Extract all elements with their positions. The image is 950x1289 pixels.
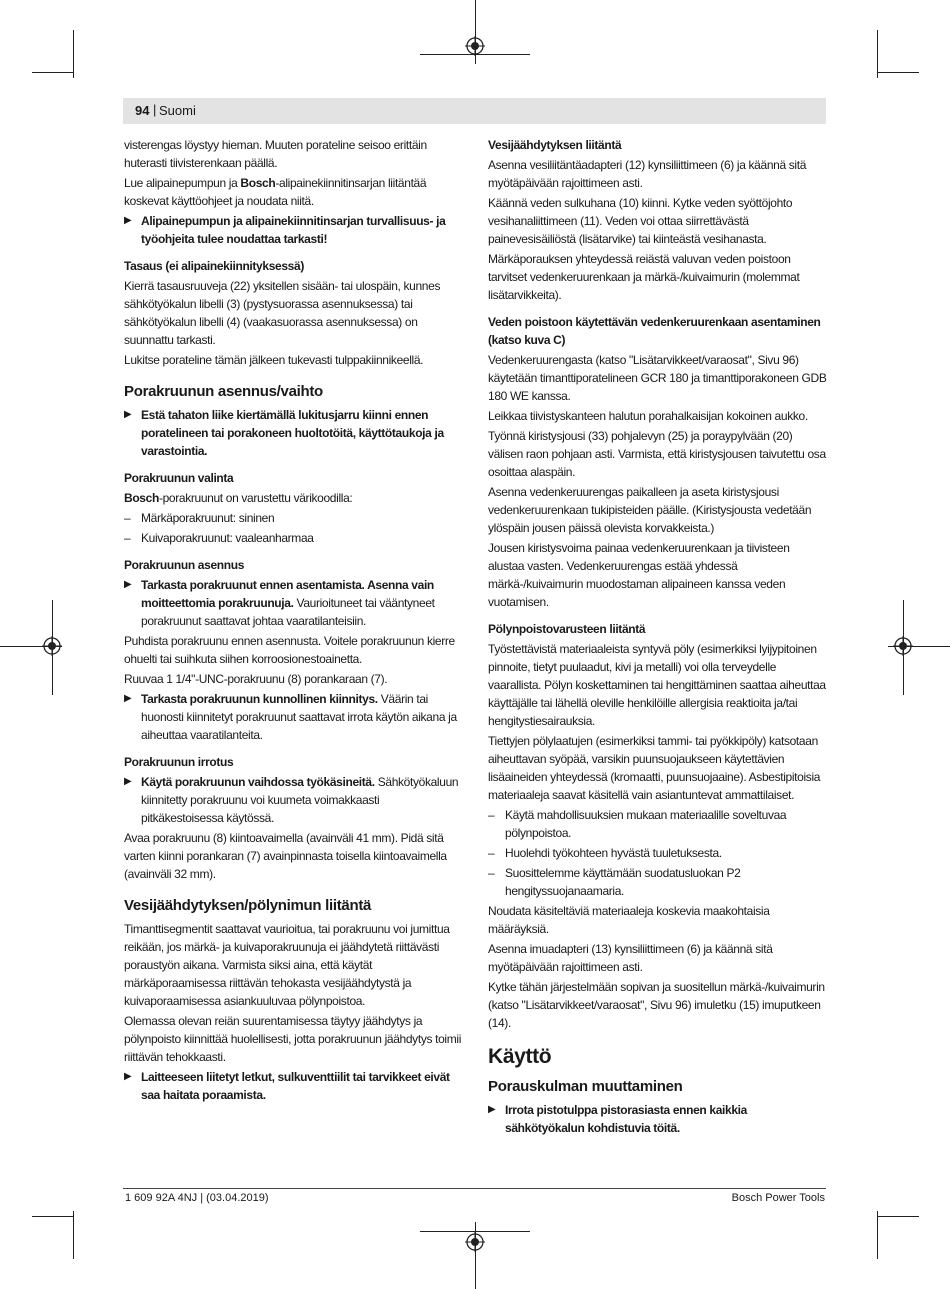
paragraph: Olemassa olevan reiän suurentamisessa täytyy jäähdytys ja pölynpoisto kiinnittää huolellisesti, jotta porakruunun jäähdytys toimii riittävän tehokkaasti. [124, 1014, 462, 1064]
warning-item: ▶ Tarkasta porakruunun kunnollinen kiinnitys. Väärin tai huonosti kiinnitetyt porakruunut saattavat irrota käytön aikana ja aiheuttaa vaaratilanteita. [124, 692, 457, 742]
paragraph: Asenna vedenkeruurengas paikalleen ja aseta kiristysjousi vedenkeruurenkaan tukipisteiden päälle. (Kiristysjousta vedetään ylöspäin jousen päissä olevista korvakkeista.) [488, 485, 812, 535]
registration-mark-icon [465, 1232, 485, 1252]
paragraph: Märkäporauksen yhteydessä reiästä valuvan veden poistoon tarvitset vedenkeruurenkaan ja märkä-/kuivaimurin (molemmat lisätarvikkeita). [488, 252, 800, 302]
paragraph: Puhdista porakruunu ennen asennusta. Voitele porakruunun kierre ohuelti tai suihkuta siihen korroosionestoainetta. [124, 634, 455, 666]
list-item: – Käytä mahdollisuuksien mukaan materiaalille soveltuvaa pölynpoistoa. [488, 808, 787, 840]
section-heading: Vesijäähdytyksen/pölynimun liitäntä [124, 897, 372, 914]
paragraph: Lukitse porateline tämän jälkeen tukevasti tulppakiinnikeellä. [124, 353, 424, 367]
arrow-right-icon: ▶ [124, 215, 132, 226]
paragraph: Vedenkeruurengasta (katso "Lisätarvikkeet/varaosat", Sivu 96) käytetään timanttiporatelineen GCR 180 ja timanttiporakoneen GDB 180 WE kanssa. [488, 353, 827, 403]
subheading: Porakruunun irrotus [124, 755, 234, 769]
paragraph: Tiettyjen pölylaatujen (esimerkiksi tammi- tai pyökkipöly) katsotaan aiheuttavan syöpää, varsikin puunsuojaukseen käytettävien lisäaineiden yhteydessä (kromaatti, puunsuojaaine). Asbestipitoisia materiaaleja saavat käsitellä vain asiantuntevat ammattilaiset. [488, 734, 821, 802]
chapter-heading: Käyttö [488, 1045, 552, 1068]
page-header [123, 98, 826, 124]
crop-mark [73, 1211, 74, 1259]
paragraph: Käännä veden sulkuhana (10) kiinni. Kytke veden syöttöjohto vesihanaliittimeen (11). Veden voi ottaa siirrettävästä painevesisäiliöstä (lisätarvike) tai kiinteästä vesihanasta. [488, 196, 793, 246]
subheading: Porakruunun valinta [124, 471, 234, 485]
paragraph: Avaa porakruunu (8) kiintoavaimella (avainväli 41 mm). Pidä sitä varten kiinni porankaran (7) avainpinnasta toisella kiintoavaimella (avainväli 32 mm). [124, 831, 447, 881]
crop-mark [73, 30, 74, 78]
footer-brand: Bosch Power Tools [731, 1192, 825, 1204]
paragraph: Ruuvaa 1 1/4"-UNC-porakruunu (8) porankaraan (7). [124, 672, 388, 686]
paragraph: Asenna imuadapteri (13) kynsiliittimeen (6) ja käännä sitä myötäpäivään rajoittimeen asti. [488, 942, 773, 974]
list-item: – Kuivaporakruunut: vaaleanharmaa [124, 531, 314, 545]
section-heading: Porakruunun asennus/vaihto [124, 383, 323, 400]
subheading: Veden poistoon käytettävän vedenkeruurenkaan asentaminen (katso kuva C) [488, 315, 821, 347]
registration-mark-icon [893, 636, 913, 656]
subheading: Tasaus (ei alipainekiinnityksessä) [124, 259, 304, 273]
registration-mark-icon [42, 636, 62, 656]
crop-mark [32, 72, 74, 73]
paragraph: Kierrä tasausruuveja (22) yksitellen sisään- tai ulospäin, kunnes sähkötyökalun libelli (3) (pystysuorassa asennuksessa) tai sähkötyökalun libelli (4) (vaakasuorassa asennuksessa) on suunnattu tarkasti. [124, 279, 441, 347]
paragraph: Asenna vesiliitäntäadapteri (12) kynsiliittimeen (6) ja käännä sitä myötäpäivään rajoittimeen asti. [488, 158, 807, 190]
list-item: – Suosittelemme käyttämään suodatusluokan P2 hengityssuojanaamaria. [488, 866, 741, 898]
paragraph: Työstettävistä materiaaleista syntyvä pöly (esimerkiksi lyijypitoinen pinnoite, tietyt puulaadut, kivi ja metalli) voi olla terveydelle vaarallista. Pölyn koskettaminen tai hengittäminen saattaa aiheuttaa käyttäjälle tai lähellä oleville henkilöille allergisia reaktioita ja/tai hengitystiesairauksia. [488, 642, 826, 728]
paragraph: Työnnä kiristysjousi (33) pohjalevyn (25) ja poraypylvään (20) välisen raon pohjaan asti. Varmista, että kiristysjousen taivutettu osa osoittaa alaspäin. [488, 429, 826, 479]
paragraph: Jousen kiristysvoima painaa vedenkeruurenkaan ja tiivisteen alustaa vasten. Vedenkeruurengas estää yhdessä märkä-/kuivaimurin muodostaman alipaineen kanssa veden vuotamisen. [488, 541, 790, 609]
section-name: Suomi [159, 103, 196, 118]
arrow-right-icon: ▶ [124, 409, 132, 420]
warning-item: ▶ Estä tahaton liike kiertämällä lukitusjarru kiinni ennen poratelineen tai porakoneen huoltotöitä, käyttötaukoja ja varastointia. [124, 408, 444, 458]
left-column [124, 136, 464, 1106]
arrow-right-icon: ▶ [124, 579, 132, 590]
paragraph: Bosch-porakruunut on varustettu värikoodilla: [124, 491, 353, 505]
right-column [488, 136, 828, 1139]
arrow-right-icon: ▶ [124, 693, 132, 704]
paragraph: Leikkaa tiivistyskanteen halutun porahalkaisijan kokoinen aukko. [488, 409, 808, 423]
crop-mark [877, 72, 919, 73]
warning-item: ▶ Alipainepumpun ja alipainekiinnitinsarjan turvallisuus- ja työohjeita tulee noudattaa tarkasti! [124, 214, 446, 246]
page-number: 94 [135, 103, 150, 118]
subheading: Vesijäähdytyksen liitäntä [488, 138, 622, 152]
paragraph: visterengas löystyy hieman. Muuten porateline seisoo erittäin huterasti tiivisterenkaan päällä. [124, 138, 427, 170]
list-item: – Huolehdi työkohteen hyvästä tuuletuksesta. [488, 846, 722, 860]
subheading: Pölynpoistovarusteen liitäntä [488, 622, 646, 636]
list-item: – Märkäporakruunut: sininen [124, 511, 275, 525]
paragraph: Kytke tähän järjestelmään sopivan ja suositellun märkä-/kuivaimurin (katso "Lisätarvikkeet/varaosat", Sivu 96) imuletku (15) imuputkeen (14). [488, 980, 825, 1030]
warning-item: ▶ Tarkasta porakruunut ennen asentamista. Asenna vain moitteettomia porakruunuja. Vaurioituneet tai vääntyneet porakruunut saattavat johtaa vaaratilanteisiin. [124, 578, 435, 628]
crop-mark [877, 30, 878, 78]
header-separator: | [153, 102, 157, 117]
warning-item: ▶ Irrota pistotulppa pistorasiasta ennen kaikkia sähkötyökalun kohdistuvia töitä. [488, 1103, 747, 1135]
crop-mark [32, 1216, 74, 1217]
footer-divider [123, 1188, 826, 1189]
registration-mark-icon [465, 36, 485, 56]
crop-mark [877, 1211, 878, 1259]
warning-item: ▶ Laitteeseen liitetyt letkut, sulkuventtiilit tai tarvikkeet eivät saa haitata poraamista. [124, 1070, 450, 1102]
arrow-right-icon: ▶ [124, 1071, 132, 1082]
warning-item: ▶ Käytä porakruunun vaihdossa työkäsineitä. Sähkötyökaluun kiinnitetty porakruunu voi kuumeta voimakkaasti pitkäkestoisessa käytössä. [124, 775, 459, 825]
arrow-right-icon: ▶ [488, 1104, 496, 1115]
footer-document-id: 1 609 92A 4NJ | (03.04.2019) [125, 1192, 269, 1204]
subheading: Porakruunun asennus [124, 558, 245, 572]
section-heading: Porauskulman muuttaminen [488, 1078, 683, 1095]
paragraph: Noudata käsiteltäviä materiaaleja koskevia maakohtaisia määräyksiä. [488, 904, 770, 936]
crop-mark [877, 1216, 919, 1217]
paragraph: Lue alipainepumpun ja Bosch-alipainekiinnitinsarjan liitäntää koskevat käyttöohjeet ja noudata niitä. [124, 176, 427, 208]
arrow-right-icon: ▶ [124, 776, 132, 787]
paragraph: Timanttisegmentit saattavat vaurioitua, tai porakruunu voi jumittua reikään, jos märkä- ja kuivaporakruunuja ei jäähdytetä riittävästi poraustyön aikana. Varmista siksi aina, että käytät märkäporaamisessa riittävän tehokasta vesijäähdytystä ja kuivaporaamisessa asiankuuluvaa pölynpoistoa. [124, 922, 450, 1008]
